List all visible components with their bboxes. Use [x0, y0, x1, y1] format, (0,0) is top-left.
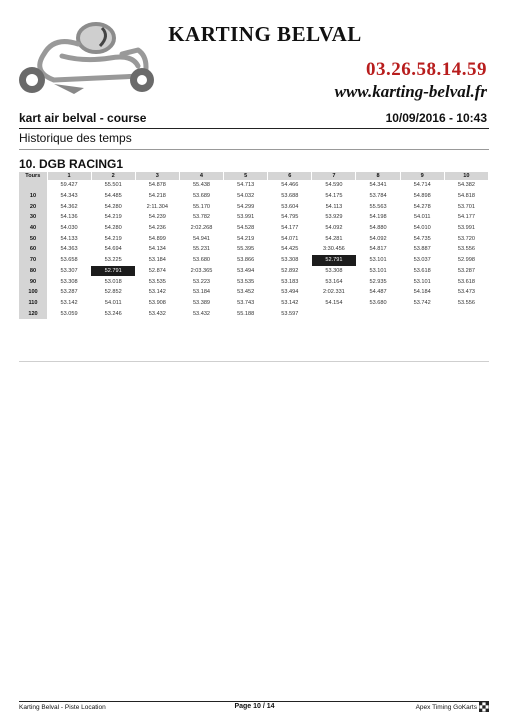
footer-right-text: Apex Timing GoKarts	[415, 704, 477, 711]
lap-time-cell: 2:03.365	[190, 267, 213, 274]
column-header: 1	[47, 172, 91, 180]
row-label	[19, 180, 47, 191]
lap-time-cell: 53.246	[104, 310, 122, 317]
lap-time-cell: 53.720	[457, 235, 475, 242]
column-header: 5	[224, 172, 268, 180]
row-label: 20	[19, 201, 47, 212]
row-label: 30	[19, 212, 47, 223]
driver-title: 10. DGB RACING1	[19, 157, 124, 171]
lap-time-cell: 55.188	[237, 310, 255, 317]
lap-time-cell: 54.878	[148, 182, 166, 189]
lap-time-cell: 2:02.331	[323, 289, 345, 296]
lap-time-cell: 53.742	[413, 299, 431, 306]
lap-time-cell: 53.658	[60, 257, 78, 264]
lap-time-cell: 54.177	[281, 225, 299, 232]
lap-time-cell: 52.874	[148, 267, 166, 274]
lap-time-cell: 54.219	[104, 214, 122, 221]
lap-times-table	[19, 172, 489, 319]
lap-time-cell: 54.010	[413, 225, 431, 232]
lap-time-cell: 53.887	[413, 246, 431, 253]
subtitle-divider	[19, 149, 489, 150]
row-label: 110	[19, 298, 47, 309]
lap-time-cell: 54.735	[413, 235, 431, 242]
lap-time-cell: 53.164	[325, 278, 343, 285]
column-header: 9	[400, 172, 444, 180]
lap-time-cell: 54.299	[237, 203, 255, 210]
lap-time-cell: 54.280	[104, 203, 122, 210]
lap-time-cell: 53.101	[369, 267, 387, 274]
lap-time-cell: 54.466	[281, 182, 299, 189]
lap-time-cell: 54.113	[325, 203, 343, 210]
table-row	[19, 191, 489, 202]
lap-time-cell: 54.219	[104, 235, 122, 242]
lap-time-cell: 54.590	[325, 182, 343, 189]
lap-time-cell: 52.852	[104, 289, 122, 296]
lap-time-cell: 53.432	[148, 310, 166, 317]
lap-time-cell: 53.597	[281, 310, 299, 317]
lap-time-cell: 54.487	[369, 289, 387, 296]
lap-time-cell: 54.239	[148, 214, 166, 221]
lap-time-cell: 54.011	[413, 214, 431, 221]
lap-time-cell: 54.184	[413, 289, 431, 296]
lap-time-cell: 54.425	[281, 246, 299, 253]
lap-time-cell: 54.092	[369, 235, 387, 242]
row-label: 90	[19, 276, 47, 287]
lap-time-cell: 54.714	[413, 182, 431, 189]
lap-time-cell: 54.218	[148, 193, 166, 200]
lap-time-cell: 55.438	[192, 182, 211, 189]
lap-time-cell: 3:30.456	[323, 246, 345, 253]
lap-time-cell: 53.184	[148, 257, 166, 264]
lap-time-cell: 53.929	[325, 214, 343, 221]
lap-time-cell: 54.278	[413, 203, 431, 210]
table-row	[19, 180, 489, 191]
lap-time-cell: 53.287	[60, 289, 78, 296]
lap-time-cell: 53.743	[237, 299, 255, 306]
checkered-flag-icon	[479, 702, 489, 712]
table-row	[19, 212, 489, 223]
footer-left-text: Karting Belval - Piste Location	[19, 704, 106, 711]
lap-time-cell: 53.784	[369, 193, 387, 200]
table-row	[19, 266, 489, 277]
lap-time-cell: 53.991	[237, 214, 255, 221]
column-header: 8	[356, 172, 400, 180]
lap-time-cell: 53.142	[281, 299, 299, 306]
lap-time-cell: 54.154	[325, 299, 343, 306]
row-label: 70	[19, 255, 47, 266]
lap-time-cell: 53.535	[148, 278, 166, 285]
table-row	[19, 244, 489, 255]
lap-time-cell: 54.899	[148, 235, 166, 242]
lap-time-cell: 53.701	[457, 203, 475, 210]
lap-time-cell: 53.452	[237, 289, 255, 296]
lap-time-cell: 53.473	[457, 289, 475, 296]
table-row	[19, 233, 489, 244]
row-label: 120	[19, 308, 47, 319]
lap-time-cell: 55.563	[369, 203, 387, 210]
column-header: 3	[135, 172, 179, 180]
row-label: 40	[19, 223, 47, 234]
lap-time-cell: 53.142	[148, 289, 166, 296]
lap-time-cell: 53.183	[281, 278, 299, 285]
lap-time-cell: 53.225	[104, 257, 122, 264]
lap-time-cell: 54.694	[104, 246, 122, 253]
page-number: Page 10 / 14	[234, 703, 275, 710]
lap-time-cell: 53.059	[60, 310, 78, 317]
lap-time-cell: 54.795	[281, 214, 299, 221]
table-row	[19, 287, 489, 298]
lap-time-cell: 54.236	[148, 225, 166, 232]
lap-time-cell: 54.362	[60, 203, 78, 210]
lap-time-cell: 53.101	[413, 278, 431, 285]
lap-time-cell: 53.535	[237, 278, 255, 285]
lap-time-cell: 54.343	[60, 193, 78, 200]
lap-time-cell: 55.170	[192, 203, 211, 210]
lap-time-cell: 53.689	[192, 193, 211, 200]
lap-time-cell: 52.998	[457, 257, 475, 264]
footer-divider	[19, 701, 489, 702]
lap-time-cell: 54.092	[325, 225, 343, 232]
lap-time-cell: 54.177	[457, 214, 475, 221]
lap-time-cell: 54.281	[325, 235, 343, 242]
column-header: 6	[268, 172, 312, 180]
brand-phone: 03.26.58.14.59	[366, 59, 487, 80]
lap-time-cell: 53.432	[192, 310, 211, 317]
lap-time-cell: 54.198	[369, 214, 387, 221]
lap-time-cell: 52.791	[312, 255, 356, 266]
lap-time-cell	[400, 308, 444, 319]
lap-time-cell: 53.494	[237, 267, 255, 274]
lap-time-cell: 54.071	[281, 235, 299, 242]
lap-time-cell: 53.307	[60, 267, 78, 274]
lap-time-cell: 53.618	[413, 267, 431, 274]
table-row	[19, 298, 489, 309]
brand-website: www.karting-belval.fr	[334, 82, 487, 101]
session-title: kart air belval - course	[19, 111, 147, 125]
lap-time-cell: 54.011	[104, 299, 122, 306]
lap-time-cell: 53.308	[281, 257, 299, 264]
lap-time-cell: 54.818	[457, 193, 475, 200]
lap-time-cell: 52.892	[281, 267, 299, 274]
lap-time-cell	[444, 308, 488, 319]
lap-time-cell: 54.280	[104, 225, 122, 232]
lap-time-cell: 54.485	[104, 193, 122, 200]
lap-time-cell: 54.175	[325, 193, 343, 200]
lap-time-cell: 53.604	[281, 203, 299, 210]
lap-time-cell	[312, 308, 356, 319]
lap-time-cell: 54.898	[413, 193, 431, 200]
lap-time-cell: 54.030	[60, 225, 78, 232]
lap-time-cell: 53.494	[281, 289, 299, 296]
lap-time-cell: 53.556	[457, 246, 475, 253]
lap-time-cell: 53.223	[192, 278, 211, 285]
lap-time-cell: 2:11.304	[146, 203, 169, 210]
lap-time-cell: 53.184	[192, 289, 211, 296]
lap-time-cell: 53.556	[457, 299, 475, 306]
lap-time-cell: 2:02.268	[190, 225, 213, 232]
lap-time-cell: 54.528	[237, 225, 255, 232]
kart-logo-icon	[14, 14, 164, 106]
lap-time-cell: 53.782	[192, 214, 211, 221]
lap-time-cell: 54.880	[369, 225, 387, 232]
table-row	[19, 255, 489, 266]
lap-time-cell: 54.363	[60, 246, 78, 253]
lap-time-cell: 52.791	[91, 266, 135, 277]
lap-time-cell: 54.134	[148, 246, 166, 253]
corner-label: Tours	[19, 172, 47, 180]
lap-time-cell: 54.817	[369, 246, 387, 253]
lap-time-cell: 53.287	[457, 267, 475, 274]
table-bottom-divider	[19, 361, 489, 362]
lap-time-cell: 52.935	[369, 278, 387, 285]
lap-time-cell: 55.395	[237, 246, 255, 253]
lap-time-cell: 53.101	[369, 257, 387, 264]
lap-time-cell: 53.680	[369, 299, 387, 306]
column-header: 2	[91, 172, 135, 180]
lap-time-cell: 54.341	[369, 182, 387, 189]
lap-time-cell: 53.308	[325, 267, 343, 274]
lap-time-cell: 59.427	[60, 182, 78, 189]
row-label: 80	[19, 266, 47, 277]
lap-time-cell	[356, 308, 400, 319]
lap-time-cell: 55.501	[104, 182, 122, 189]
lap-time-cell: 54.382	[457, 182, 475, 189]
table-body	[19, 180, 489, 319]
row-label: 10	[19, 191, 47, 202]
row-label: 60	[19, 244, 47, 255]
column-header: 10	[444, 172, 488, 180]
column-header: 4	[179, 172, 223, 180]
lap-time-cell: 53.908	[148, 299, 166, 306]
table-row	[19, 308, 489, 319]
row-label: 50	[19, 233, 47, 244]
table-row	[19, 223, 489, 234]
lap-time-cell: 54.713	[237, 182, 255, 189]
lap-time-cell: 54.133	[60, 235, 78, 242]
lap-time-cell: 53.308	[60, 278, 78, 285]
table-header-row	[19, 172, 489, 180]
brand-title: KARTING BELVAL	[168, 22, 362, 46]
lap-time-cell: 53.680	[192, 257, 211, 264]
lap-time-cell: 55.231	[192, 246, 211, 253]
column-header: 7	[312, 172, 356, 180]
lap-time-cell: 53.037	[413, 257, 431, 264]
lap-time-cell: 53.142	[60, 299, 78, 306]
lap-time-cell: 54.941	[192, 235, 211, 242]
session-subtitle: Historique des temps	[19, 131, 132, 145]
lap-time-cell: 54.219	[237, 235, 255, 242]
row-label: 100	[19, 287, 47, 298]
table-row	[19, 201, 489, 212]
lap-time-cell: 53.018	[104, 278, 122, 285]
lap-time-cell: 53.389	[192, 299, 211, 306]
lap-time-cell: 53.866	[237, 257, 255, 264]
session-date-time: 10/09/2016 - 10:43	[385, 111, 487, 125]
header-divider	[19, 128, 489, 129]
lap-time-cell: 54.032	[237, 193, 255, 200]
lap-time-cell: 53.688	[281, 193, 299, 200]
table-row	[19, 276, 489, 287]
lap-time-cell: 53.991	[457, 225, 475, 232]
lap-time-cell: 54.136	[60, 214, 78, 221]
lap-time-cell: 53.618	[457, 278, 475, 285]
